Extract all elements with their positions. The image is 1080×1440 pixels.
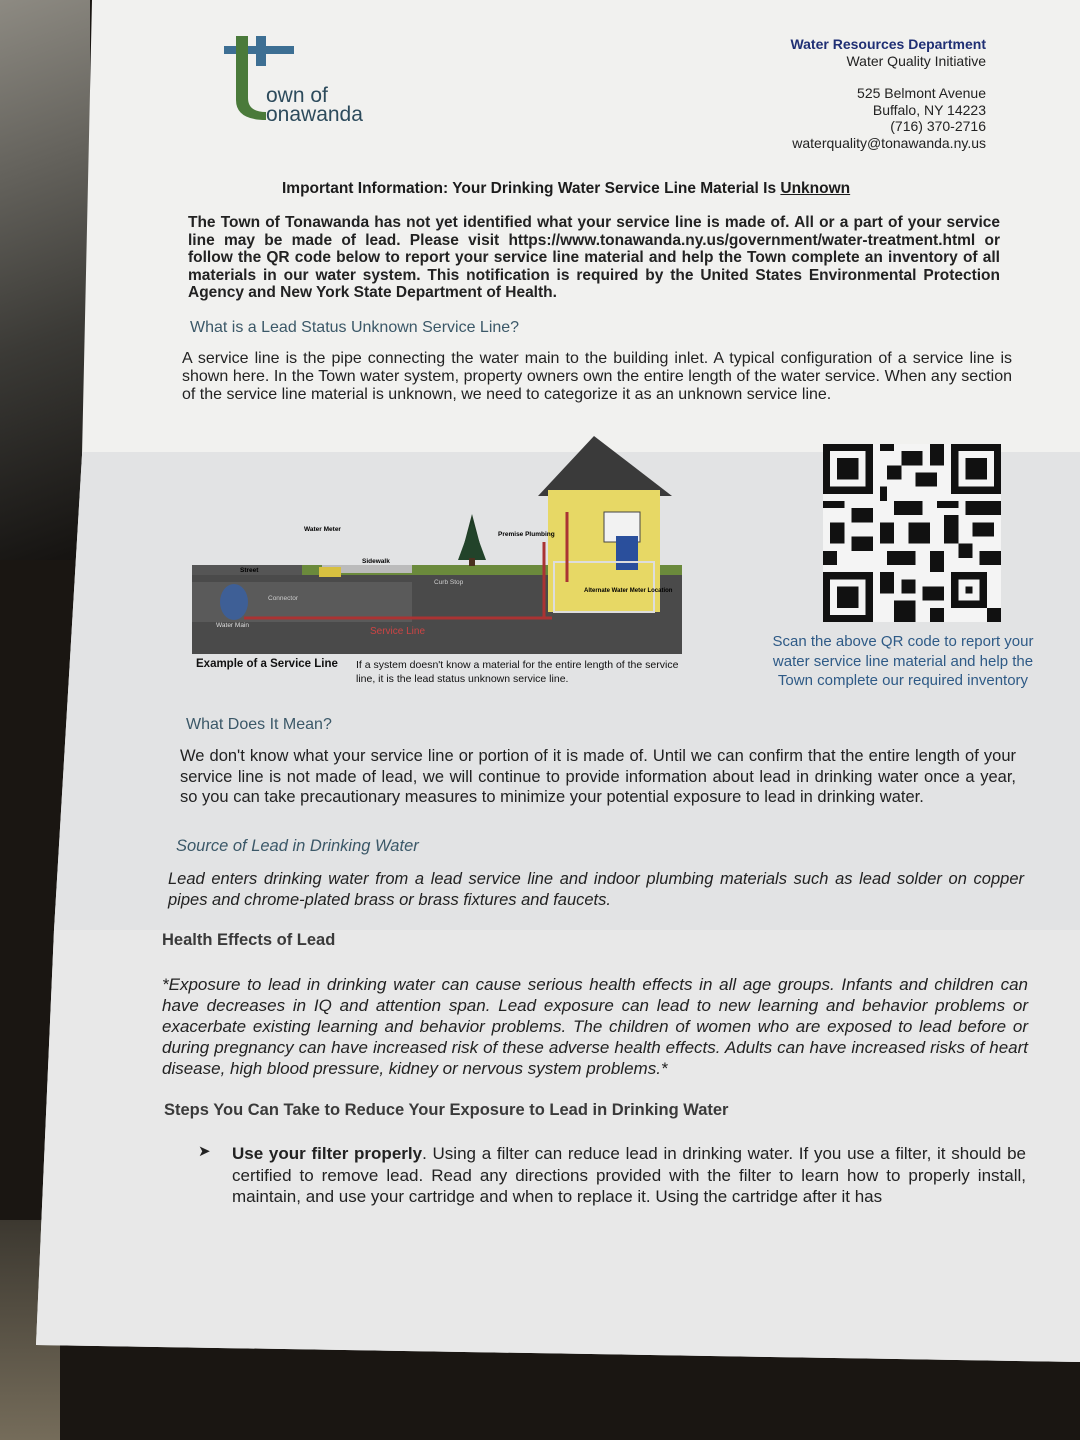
section-heading-what-does-it-mean: What Does It Mean?	[186, 716, 332, 733]
source-paragraph: Lead enters drinking water from a lead service line and indoor plumbing materials such as lead solder on copper pipes and chrome-plated brass or brass fixtures and faucets.	[168, 870, 1024, 909]
address-line1: 525 Belmont Avenue	[857, 85, 986, 101]
address-line2: Buffalo, NY 14223	[872, 101, 986, 118]
label-sidewalk: Sidewalk	[362, 558, 390, 565]
label-water-main: Water Main	[216, 622, 249, 629]
qr-caption: Scan the above QR code to report your water service line material and help the Town complete our required inventory	[772, 633, 1034, 689]
label-premise-plumbing: Premise Plumbing	[498, 531, 555, 538]
label-curb-stop: Curb Stop	[434, 579, 464, 586]
department-name: Water Resources Department	[790, 36, 986, 52]
meaning-paragraph: We don't know what your service line or portion of it is made of. Until we can confirm that the entire length of your service line is not made of lead, we will continue to provide information about lead in drinking water once a year, so you can take precautionary measures to minimize your potential exposure to lead in drinking water.	[180, 747, 1016, 806]
logo-line2: onawanda	[266, 103, 363, 126]
department-address-block	[790, 36, 986, 151]
unknown-line-paragraph: A service line is the pipe connecting the water main to the building inlet. A typical configuration of a service line is shown here. In the Town water system, property owners own the entire length of the water service. When any section of the service line material is unknown, we need to categorize it as an unknown service line.	[182, 350, 1012, 403]
section-heading-unknown-line: What is a Lead Status Unknown Service Line?	[190, 319, 520, 336]
label-service-line: Service Line	[370, 626, 426, 637]
label-water-meter: Water Meter	[304, 526, 341, 533]
town-logo-text	[266, 86, 363, 124]
email-address: waterquality@tonawanda.ny.us	[792, 134, 986, 151]
section-heading-health-effects: Health Effects of Lead	[162, 931, 336, 949]
bullet-arrow-icon: ➤	[198, 1143, 211, 1160]
bullet-title: Use your filter properly	[232, 1144, 423, 1163]
table-surface	[0, 0, 90, 560]
page-title	[282, 180, 850, 198]
logo-line1: own of	[266, 84, 328, 107]
bullet-text: . Using a filter can reduce lead in drinking water. If you use a filter, it should be certified to remove lead. Read any directions provided with the filter to learn how to properly install, maintain, and use your cartridge and when to replace it. Using the cartridge after it has	[232, 1144, 1026, 1206]
qr-code-icon[interactable]	[820, 444, 1004, 622]
phone-number: (716) 370-2716	[890, 118, 986, 134]
title-status: Unknown	[780, 180, 851, 197]
diagram-caption-text: If a system doesn't know a material for the entire length of the service line, it is the lead status unknown service line.	[356, 659, 679, 685]
diagram-caption-title: Example of a Service Line	[196, 658, 338, 670]
title-prefix: Important Information: Your Drinking Water Service Line Material Is	[282, 180, 781, 197]
department-initiative: Water Quality Initiative	[846, 52, 986, 69]
intro-paragraph: The Town of Tonawanda has not yet identified what your service line is made of. All or a part of your service line may be made of lead. Please visit https://www.tonawanda.ny.us/government/water-treatment.html or follow the QR code below to report your service line material and help the Town complete an inventory of all materials in our water system. This notification is required by the United States Environmental Protection Agency and New York State Department of Health.	[188, 214, 1000, 301]
label-connector: Connector	[268, 595, 298, 602]
section-heading-source-of-lead: Source of Lead in Drinking Water	[176, 837, 419, 855]
bullet-use-filter	[232, 1143, 1026, 1208]
service-line-diagram	[192, 432, 686, 658]
health-paragraph: *Exposure to lead in drinking water can cause serious health effects in all age groups. Infants and children can have decreases in IQ and attention span. Lead exposure can lead to new learning and behavior problems or exacerbate existing learning and behavior problems. The children of women who are exposed to lead before or during pregnancy can have increased risk of these adverse health effects. Adults can have increased risks of heart disease, high blood pressure, kidney or nervous system problems.*	[162, 975, 1028, 1078]
label-street: Street	[240, 567, 259, 574]
section-heading-steps: Steps You Can Take to Reduce Your Exposure to Lead in Drinking Water	[164, 1101, 729, 1119]
label-alternate-meter: Alternate Water Meter Location	[584, 588, 673, 594]
